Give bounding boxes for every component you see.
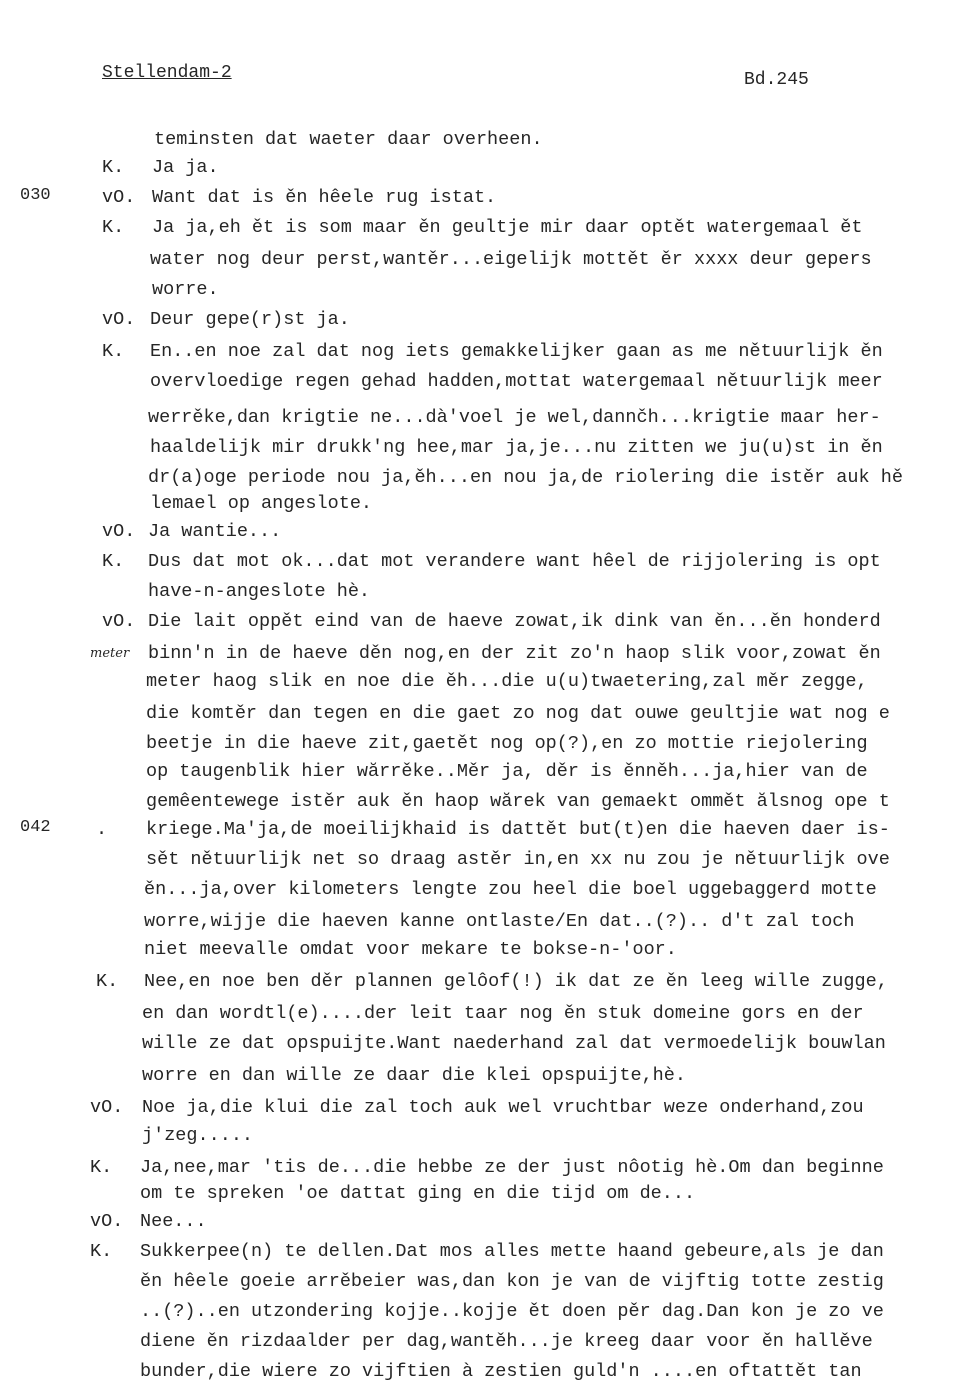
speaker-label: K.: [96, 971, 119, 992]
transcript-line: Ja ja,eh ět is som maar ěn geultje mir daar optět watergemaal ět: [152, 217, 863, 238]
transcript-line: binn'n in de haeve děn nog,en der zit zo'n haop slik voor,zowat ěn: [148, 643, 881, 664]
transcript-line: Nee,en noe ben děr plannen gelôof(!) ik dat ze ěn leeg wille zugge,: [144, 971, 888, 992]
transcript-line: werrěke,dan krigtie ne...dà'voel je wel,dannčh...krigtie maar her-: [148, 407, 881, 428]
transcript-line: water nog deur perst,wantěr...eigelijk mottět ěr xxxx deur gepers: [150, 249, 872, 270]
transcript-line: En..en noe zal dat nog iets gemakkelijker gaan as me nětuurlijk ěn: [150, 341, 883, 362]
transcript-line: have-n-angeslote hè.: [148, 581, 371, 602]
transcript-line: diene ěn rizdaalder per dag,wantěh...je kreeg daar voor ěn hallěve: [140, 1331, 873, 1352]
transcript-line: niet meevalle omdat voor mekare te bokse-n-'oor.: [144, 939, 677, 960]
speaker-label: K.: [102, 341, 125, 362]
margin-number: 042: [20, 818, 51, 837]
transcript-line: worre.: [152, 279, 219, 300]
transcript-line: gemêentewege istěr auk ěn haop wărek van gemaekt ommět ălsnog ope t: [146, 791, 890, 812]
speaker-label: vO.: [102, 521, 136, 542]
transcript-line: bunder,die wiere zo vijftien à zestien guld'n ....en oftattět tan: [140, 1361, 862, 1382]
transcript-line: en dan wordtl(e)....der leit taar nog ěn stuk domeine gors en der: [142, 1003, 864, 1024]
transcript-line: lemael op angeslote.: [150, 493, 373, 514]
speaker-label: K.: [102, 551, 125, 572]
transcript-line: Want dat is ěn hêele rug istat.: [152, 187, 497, 208]
transcript-line: haaldelijk mir drukk'ng hee,mar ja,je...nu zitten we ju(u)st in ěn: [150, 437, 883, 458]
transcript-line: meter haog slik en noe die ěh...die u(u)twaetering,zal měr zegge,: [146, 671, 868, 692]
transcript-line: kriege.Ma'ja,de moeilijkhaid is dattět but(t)en die haeven daer is-: [146, 819, 890, 840]
margin-handwritten-note: meter: [90, 646, 130, 661]
transcript-line: beetje in die haeve zit,gaetět nog op(?),en zo mottie riejolering: [146, 733, 868, 754]
transcript-line: Ja,nee,mar 'tis de...die hebbe ze der just nôotig hè.Om dan beginne: [140, 1157, 884, 1178]
transcript-line: ěn...ja,over kilometers lengte zou heel die boel uggebaggerd motte: [144, 879, 877, 900]
transcript-line: teminsten dat waeter daar overheen.: [154, 129, 543, 150]
speaker-label: vO.: [90, 1097, 124, 1118]
speaker-label: vO.: [102, 611, 136, 632]
bullet-mark: .: [96, 819, 108, 840]
transcript-line: Deur gepe(r)st ja.: [150, 309, 350, 330]
page-number: Bd.245: [744, 70, 809, 90]
speaker-label: K.: [102, 217, 125, 238]
transcript-line: j'zeg.....: [142, 1125, 254, 1146]
transcript-line: Sukkerpee(n) te dellen.Dat mos alles mette haand gebeure,als je dan: [140, 1241, 884, 1262]
transcript-line: die komtěr dan tegen en die gaet zo nog dat ouwe geultjie wat nog e: [146, 703, 890, 724]
transcript-line: wille ze dat opspuijte.Want naederhand zal dat vermoedelijk bouwlan: [142, 1033, 886, 1054]
speaker-label: vO.: [102, 187, 136, 208]
transcript-line: Noe ja,die klui die zal toch auk wel vruchtbar weze onderhand,zou: [142, 1097, 864, 1118]
transcript-line: ..(?)..en utzondering kojje..kojje ět doen pěr dag.Dan kon je zo ve: [140, 1301, 884, 1322]
speaker-label: K.: [90, 1241, 113, 1262]
transcript-line: Ja wantie...: [148, 521, 282, 542]
speaker-label: vO.: [90, 1211, 124, 1232]
transcript-line: worre en dan wille ze daar die klei opspuijte,hè.: [142, 1065, 686, 1086]
speaker-label: vO.: [102, 309, 136, 330]
transcript-line: Die lait oppět eind van de haeve zowat,ik dink van ěn...ěn honderd: [148, 611, 881, 632]
speaker-label: K.: [102, 157, 125, 178]
margin-number: 030: [20, 186, 51, 205]
speaker-label: K.: [90, 1157, 113, 1178]
transcript-line: worre,wijje die haeven kanne ontlaste/En dat..(?).. d't zal toch: [144, 911, 855, 932]
transcript-line: op taugenblik hier wărrěke..Měr ja, děr is ěnněh...ja,hier van de: [146, 761, 868, 782]
page-header-left: Stellendam-2: [102, 63, 232, 83]
transcript-line: overvloedige regen gehad hadden,mottat watergemaal nětuurlijk meer: [150, 371, 883, 392]
transcript-line: Ja ja.: [152, 157, 219, 178]
transcript-line: Dus dat mot ok...dat mot verandere want hêel de rijjolering is opt: [148, 551, 881, 572]
transcript-line: dr(a)oge periode nou ja,ěh...en nou ja,de riolering die istěr auk hě: [148, 467, 903, 488]
transcript-line: om te spreken 'oe dattat ging en die tijd om de...: [140, 1183, 696, 1204]
transcript-line: Nee...: [140, 1211, 207, 1232]
transcript-line: ěn hêele goeie arrěbeier was,dan kon je van de vijftig totte zestig: [140, 1271, 884, 1292]
transcript-line: sět nětuurlijk net so draag astěr in,en xx nu zou je nětuurlijk ove: [146, 849, 890, 870]
